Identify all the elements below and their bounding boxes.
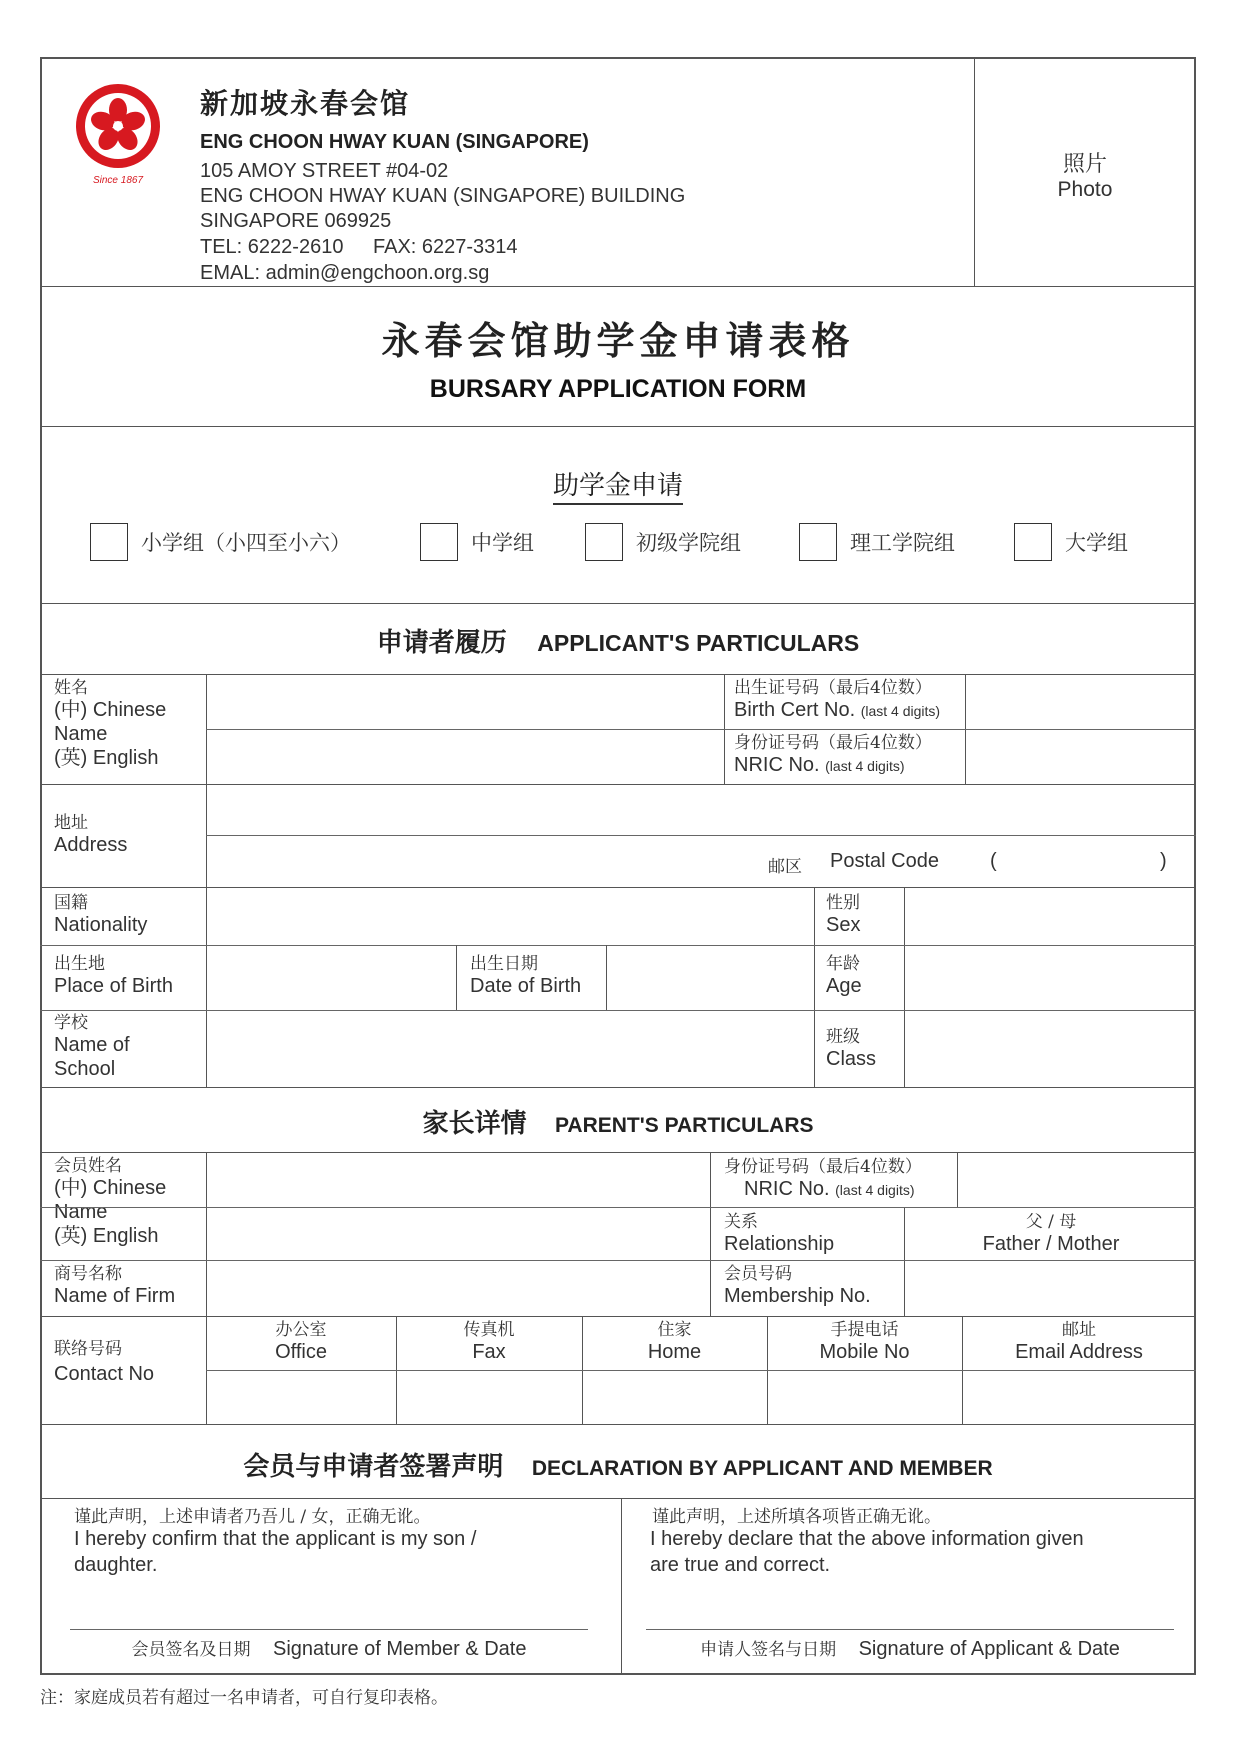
option-polytechnic-label: 理工学院组 [850, 531, 955, 555]
member-declaration-en-2: daughter. [74, 1554, 158, 1576]
email-address-field[interactable] [964, 1372, 1194, 1422]
place-of-birth-label: 出生地 Place of Birth [54, 954, 173, 998]
declaration-heading-en: DECLARATION BY APPLICANT AND MEMBER [531, 1457, 993, 1480]
checkbox-junior-college[interactable] [585, 523, 623, 561]
member-name-label: 会员姓名 (中) Chinese Name (英) English [54, 1156, 167, 1248]
parent-section-heading [40, 1103, 1196, 1140]
contact-fax-header: 传真机 Fax [463, 1320, 515, 1364]
org-logo [72, 80, 164, 185]
firm-label: 商号名称 Name of Firm [54, 1264, 176, 1308]
relationship-label: 关系 Relationship [724, 1212, 835, 1256]
age-label: 年龄 Age [826, 954, 862, 998]
contact-mobile-header: 手提电话 Mobile No [819, 1320, 910, 1364]
birth-cert-field[interactable] [966, 676, 1194, 728]
form-title-zh: 永春会馆助学金申请表格 [381, 318, 855, 363]
address-line-1: 105 AMOY STREET #04-02 [200, 160, 449, 182]
home-number-field[interactable] [584, 1372, 765, 1422]
applicant-declaration-en-2: are true and correct. [650, 1554, 831, 1576]
school-field[interactable] [208, 1012, 812, 1085]
address-line-3: SINGAPORE 069925 [200, 210, 392, 232]
birth-cert-label: 出生证号码（最后4位数） Birth Cert No. (last 4 digits) [734, 678, 941, 722]
member-declaration-en-1: I hereby confirm that the applicant is my son / [74, 1528, 477, 1550]
date-of-birth-field[interactable] [608, 947, 812, 1009]
contact-home-header: 住家 Home [647, 1320, 702, 1364]
fax-number-field[interactable] [398, 1372, 580, 1422]
applicant-name-chinese-field[interactable] [207, 676, 722, 728]
school-label: 学校 Name of School [54, 1013, 130, 1081]
applicant-declaration-zh: 谨此声明，上述所填各项皆正确无讹。 [652, 1507, 941, 1527]
member-nric-field[interactable] [958, 1154, 1194, 1206]
parent-nric-note: (last 4 digits) [835, 1182, 915, 1199]
nric-label: 身份证号码（最后4位数） NRIC No. (last 4 digits) [734, 733, 932, 777]
applicant-signature-caption: 申请人签名与日期 Signature of Applicant & Date [700, 1638, 1120, 1660]
name-label: 姓名 (中) Chinese Name (英) English [54, 678, 167, 770]
contact-office-header: 办公室 Office [275, 1320, 327, 1364]
member-signature-field[interactable] [70, 1580, 590, 1628]
address-line-1-field[interactable] [208, 786, 1194, 834]
postal-open-bracket: ( [990, 850, 997, 872]
father-mother-options[interactable]: 父 / 母 Father / Mother [982, 1212, 1120, 1256]
applicant-signature-field[interactable] [646, 1580, 1176, 1628]
firm-name-field[interactable] [208, 1262, 708, 1314]
tel-number: TEL: 6222-2610 [200, 236, 344, 258]
option-university-label: 大学组 [1065, 531, 1128, 555]
membership-label: 会员号码 Membership No. [724, 1264, 871, 1308]
birth-cert-en: Birth Cert No. [734, 699, 856, 722]
address-label: 地址 Address [54, 813, 128, 857]
nric-note: (last 4 digits) [825, 758, 905, 775]
postal-code-field[interactable] [1002, 842, 1154, 878]
parent-nric-label: 身份证号码（最后4位数） NRIC No. (last 4 digits) [724, 1157, 922, 1201]
sex-field[interactable] [906, 889, 1194, 943]
declaration-heading-zh: 会员与申请者签署声明 [243, 1452, 504, 1482]
membership-no-field[interactable] [906, 1262, 1194, 1314]
applicant-declaration-en-1: I hereby declare that the above information given [650, 1528, 1084, 1550]
photo-label-en: Photo [1057, 178, 1113, 201]
parent-heading-en: PARENT'S PARTICULARS [554, 1114, 814, 1137]
email-address: EMAL: admin@engchoon.org.sg [200, 262, 490, 284]
option-junior-college-label: 初级学院组 [636, 531, 741, 555]
parent-heading-zh: 家长详情 [422, 1109, 527, 1139]
class-label: 班级 Class [826, 1027, 877, 1071]
applicant-section-heading [40, 622, 1196, 659]
parent-nric-en: NRIC No. [744, 1178, 830, 1201]
option-secondary-label: 中学组 [471, 531, 534, 555]
place-of-birth-field[interactable] [208, 947, 454, 1009]
birth-cert-note: (last 4 digits) [860, 703, 941, 720]
applicant-heading-en: APPLICANT'S PARTICULARS [537, 630, 860, 656]
logo-since-text: Since 1867 [92, 175, 144, 186]
org-name-zh: 新加坡永春会馆 [200, 87, 411, 120]
photo-label-zh: 照片 [1062, 152, 1107, 177]
bursary-heading-text: 助学金申请 [553, 471, 683, 505]
class-field[interactable] [906, 1012, 1194, 1085]
address-line-2: ENG CHOON HWAY KUAN (SINGAPORE) BUILDING [200, 185, 686, 207]
fax-number: FAX: 6227-3314 [373, 236, 518, 258]
contact-email-header: 邮址 Email Address [1015, 1320, 1143, 1364]
nationality-field[interactable] [208, 889, 812, 943]
contact-label: 联络号码 Contact No [54, 1339, 155, 1386]
member-signature-caption: 会员签名及日期 Signature of Member & Date [131, 1638, 527, 1660]
member-name-english-field[interactable] [208, 1209, 708, 1257]
sex-label: 性别 Sex [826, 893, 861, 937]
checkbox-university[interactable] [1014, 523, 1052, 561]
checkbox-polytechnic[interactable] [799, 523, 837, 561]
bursary-heading [40, 465, 1196, 502]
member-declaration-zh: 谨此声明，上述申请者乃吾儿 / 女，正确无讹。 [74, 1507, 431, 1527]
age-field[interactable] [906, 947, 1194, 1009]
mobile-number-field[interactable] [769, 1372, 960, 1422]
option-primary-label: 小学组（小四至小六） [141, 531, 351, 555]
nationality-label: 国籍 Nationality [54, 893, 148, 937]
org-name-en: ENG CHOON HWAY KUAN (SINGAPORE) [200, 131, 589, 153]
office-number-field[interactable] [208, 1372, 394, 1422]
applicant-heading-zh: 申请者履历 [376, 628, 507, 658]
applicant-name-english-field[interactable] [207, 730, 722, 782]
checkbox-primary[interactable] [90, 523, 128, 561]
date-of-birth-label: 出生日期 Date of Birth [470, 954, 582, 998]
member-name-chinese-field[interactable] [208, 1154, 708, 1206]
postal-zh: 邮区 [768, 857, 802, 877]
footnote: 注：家庭成员若有超过一名申请者，可自行复印表格。 [40, 1688, 448, 1708]
checkbox-secondary[interactable] [420, 523, 458, 561]
postal-close-bracket: ) [1160, 850, 1167, 872]
address-line-2-field[interactable] [208, 837, 748, 885]
declaration-section-heading [40, 1446, 1196, 1483]
postal-en: Postal Code [830, 850, 939, 872]
form-title-en: BURSARY APPLICATION FORM [429, 375, 807, 403]
nric-field[interactable] [966, 730, 1194, 782]
nric-en: NRIC No. [734, 754, 820, 777]
